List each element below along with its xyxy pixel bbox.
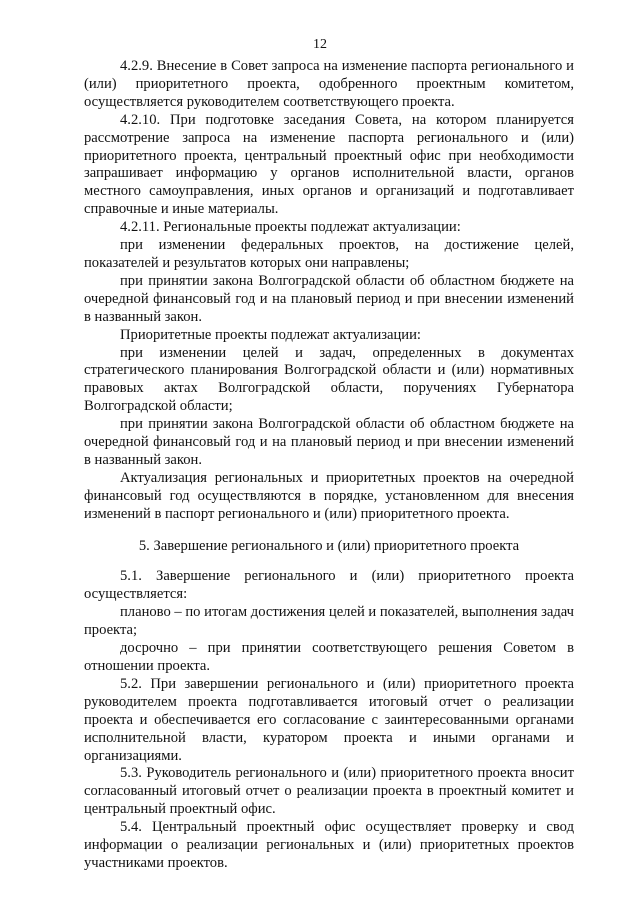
document-body <box>84 58 574 873</box>
paragraph-4-2-9: 4.2.9. Внесение в Совет запроса на изменение паспорта регионального и (или) приоритетного проекта, одобренного проектным комитетом, осуществляется руководителем соответствующего проекта. <box>84 58 574 110</box>
section-heading: 5. Завершение регионального и (или) приоритетного проекта <box>138 537 520 554</box>
paragraph-budget-law-regional: при принятии закона Волгоградской области об областном бюджете на очередной финансовый год и на плановый период и при внесении изменений в названный закон. <box>84 272 574 325</box>
paragraph-planned: планово – по итогам достижения целей и показателей, выполнения задач проекта; <box>84 604 574 639</box>
paragraph-actualization: Актуализация региональных и приоритетных проектов на очередной финансовый год осуществляются в порядке, установленном для внесения изменений в паспорт регионального и (или) приоритетного проекта. <box>84 469 574 522</box>
paragraph-5-2: 5.2. При завершении регионального и (или) приоритетного проекта руководителем проекта подготавливается итоговый отчет о реализации проекта и обеспечивается его согласование с заинтересованными органами исполнительной власти, куратором проекта и иными органами и организациями. <box>84 675 574 764</box>
paragraph-5-3: 5.3. Руководитель регионального и (или) приоритетного проекта вносит согласованный итоговый отчет о реализации проекта в проектный комитет и центральный проектный офис. <box>84 765 574 818</box>
paragraph-budget-law-priority: при принятии закона Волгоградской области об областном бюджете на очередной финансовый год и на плановый период и при внесении изменений в названный закон. <box>84 416 574 468</box>
page-number: 12 <box>313 37 327 52</box>
paragraph-5-4: 5.4. Центральный проектный офис осуществляет проверку и свод информации о реализации региональных и (или) приоритетных проектов участниками проектов. <box>84 819 574 871</box>
paragraph-priority-projects: Приоритетные проекты подлежат актуализации: <box>120 326 421 343</box>
paragraph-goals-change: при изменении целей и задач, определенных в документах стратегического планирования Волгоградской области и (или) нормативных правовых актах Волгоградской области, поручениях Губернатора Волгоградской области; <box>84 344 574 415</box>
paragraph-federal-projects: при изменении федеральных проектов, на достижение целей, показателей и результатов которых они направлены; <box>84 237 574 271</box>
paragraph-4-2-11: 4.2.11. Региональные проекты подлежат актуализации: <box>120 219 461 236</box>
paragraph-5-1: 5.1. Завершение регионального и (или) приоритетного проекта осуществляется: <box>84 568 574 603</box>
paragraph-early: досрочно – при принятии соответствующего решения Советом в отношении проекта. <box>84 640 574 674</box>
paragraph-4-2-10: 4.2.10. При подготовке заседания Совета, на котором планируется рассмотрение запроса на изменение паспорта регионального и (или) приоритетного проекта, центральный проектный офис при необходимости запрашивает информацию у органов исполнительной власти, органов местного самоуправления, иных органов и организаций и подготавливает справочные и иные материалы. <box>84 111 574 218</box>
